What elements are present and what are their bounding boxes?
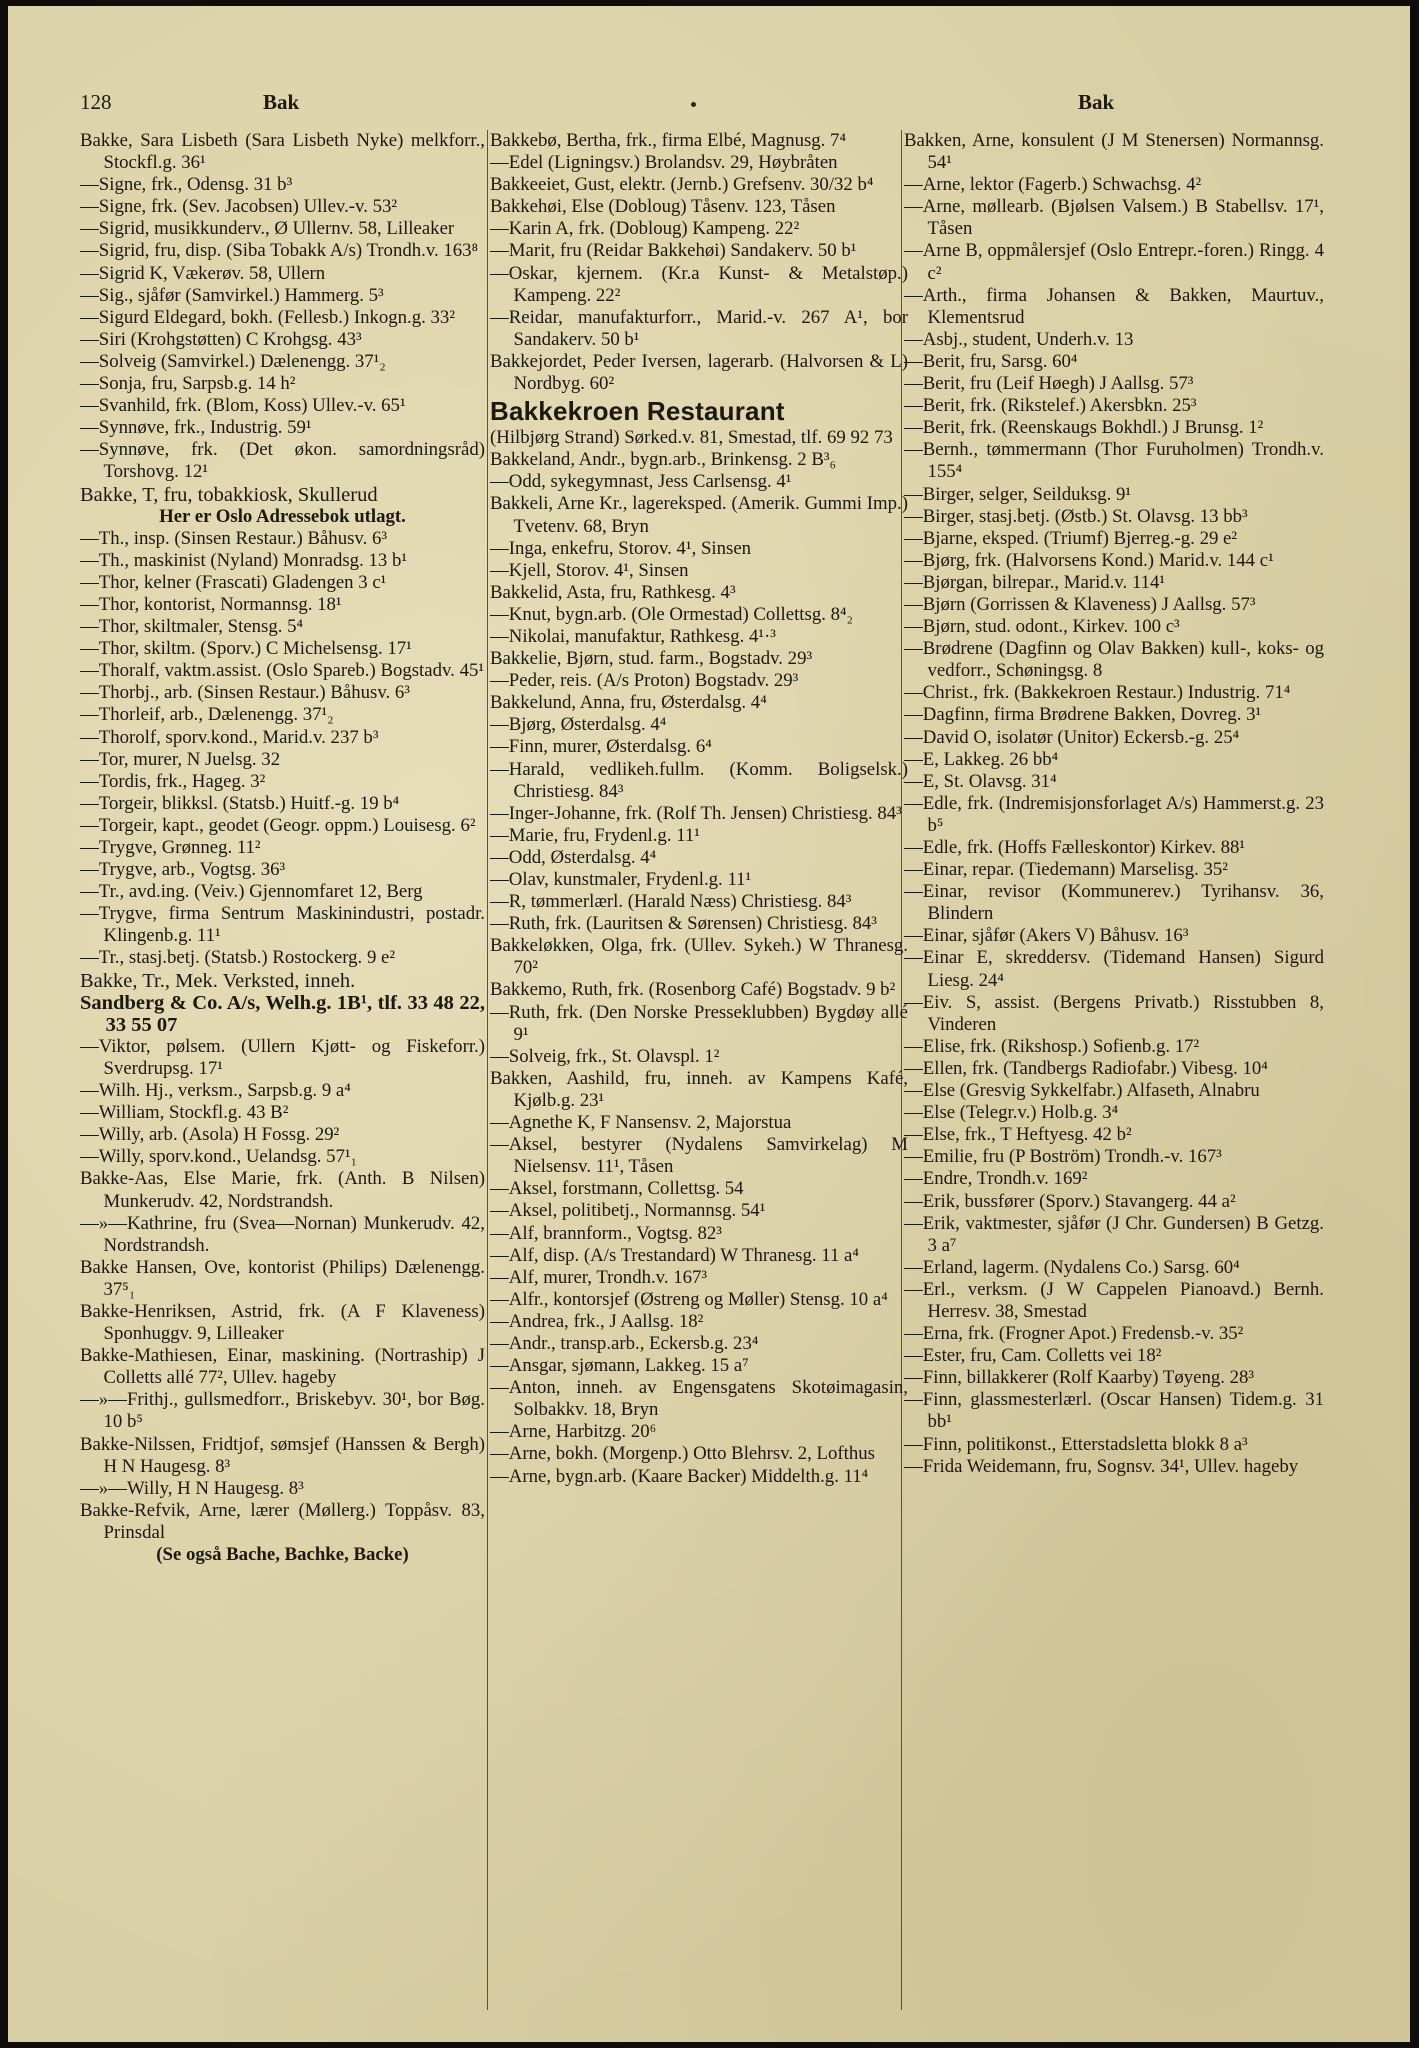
entry: —Alf, disp. (A/s Trestandard) W Thranesg. 11 a⁴	[490, 1244, 859, 1266]
entry: Bakke Hansen, Ove, kontorist (Philips) Dælenengg. 37⁵₁	[80, 1256, 485, 1300]
entry: Bakkeland, Andr., bygn.arb., Brinkensg. 2 B³₆	[490, 449, 837, 471]
entry: —Edel (Ligningsv.) Brolandsv. 29, Høybråten	[490, 152, 838, 174]
entry: —Trygve, arb., Vogtsg. 36³	[80, 859, 286, 881]
entry: —Ellen, frk. (Tandbergs Radiofabr.) Vibesg. 10⁴	[904, 1057, 1268, 1079]
entry: —Alf, brannform., Vogtsg. 82³	[490, 1222, 722, 1244]
entry: —Erland, lagerm. (Nydalens Co.) Sarsg. 60⁴	[904, 1256, 1240, 1278]
entry: —Andr., transp.arb., Eckersb.g. 23⁴	[490, 1332, 759, 1354]
entry: —Edle, frk. (Indremisjonsforlaget A/s) Hammerst.g. 23 b⁵	[904, 792, 1324, 836]
entry: —Agnethe K, F Nansensv. 2, Majorstua	[490, 1112, 792, 1134]
entry: —Ansgar, sjømann, Lakkeg. 15 a⁷	[490, 1355, 749, 1377]
entry: Bakke, Sara Lisbeth (Sara Lisbeth Nyke) melkforr., Stockfl.g. 36¹	[80, 130, 485, 174]
page-number: 128	[80, 90, 112, 114]
entry: —Emilie, fru (P Boström) Trondh.-v. 167³	[904, 1146, 1222, 1168]
entry: —Sig., sjåfør (Samvirkel.) Hammerg. 5³	[80, 284, 384, 306]
entry: —Arne, møllearb. (Bjølsen Valsem.) B Stabellsv. 17¹, Tåsen	[904, 196, 1324, 240]
entry: —Sigrid, musikkunderv., Ø Ullernv. 58, Lilleaker	[80, 218, 455, 240]
entry: —Einar E, skreddersv. (Tidemand Hansen) Sigurd Liesg. 24⁴	[904, 947, 1324, 991]
entry: —Torgeir, kapt., geodet (Geogr. oppm.) Louisesg. 6²	[80, 814, 476, 836]
entry: —Viktor, pølsem. (Ullern Kjøtt- og Fiskeforr.) Sverdrupsg. 17¹	[80, 1035, 485, 1079]
entry: —Inga, enkefru, Storov. 4¹, Sinsen	[490, 537, 752, 559]
entry: —Olav, kunstmaler, Frydenl.g. 11¹	[490, 869, 752, 890]
entry: —Thorleif, arb., Dælenengg. 37¹₂	[80, 704, 334, 726]
entry: —Willy, sporv.kond., Uelandsg. 57¹₁	[80, 1146, 358, 1168]
entry: —Brødrene (Dagfinn og Olav Bakken) kull-, koks- og vedforr., Schøningsg. 8	[904, 638, 1324, 682]
entry: —Aksel, politibetj., Normannsg. 54¹	[490, 1200, 766, 1222]
entry: Bakke-Refvik, Arne, lærer (Møllerg.) Toppåsv. 83, Prinsdal	[80, 1499, 485, 1543]
entry: —Tordis, frk., Hageg. 3²	[80, 770, 266, 792]
entry: —Elise, frk. (Rikshosp.) Sofienb.g. 17²	[904, 1035, 1200, 1057]
entry: —Svanhild, frk. (Blom, Koss) Ullev.-v. 65¹	[80, 395, 406, 417]
entry: —William, Stockfl.g. 43 B²	[80, 1102, 289, 1124]
entry: —Thor, kontorist, Normannsg. 18¹	[80, 593, 342, 615]
entry: Bakkeli, Arne Kr., lagereksped. (Amerik. Gummi Imp.) Tvetenv. 68, Bryn	[490, 493, 908, 537]
entry: —Else (Gresvig Sykkelfabr.) Alfaseth, Alnabru	[904, 1080, 1260, 1102]
entry: —Frida Weidemann, fru, Sognsv. 34¹, Ullev. hageby	[904, 1455, 1299, 1477]
entry: —Odd, sykegymnast, Jess Carlsensg. 4¹	[490, 471, 792, 493]
entry: —David O, isolatør (Unitor) Eckersb.-g. 25⁴	[904, 726, 1240, 748]
entry: —Thor, skiltmaler, Stensg. 5⁴	[80, 616, 304, 638]
entry: —Arne B, oppmålersjef (Oslo Entrepr.-foren.) Ringg. 4 c²	[904, 240, 1324, 284]
entry: —Kjell, Storov. 4¹, Sinsen	[490, 559, 689, 581]
entry: —Bjarne, eksped. (Triumf) Bjerreg.-g. 29 e²	[904, 527, 1238, 549]
directory-page	[8, 6, 1410, 2042]
entry-heading: Bakke, T, fru, tobakkiosk, Skullerud	[80, 483, 378, 506]
entry: —Bjørgan, bilrepar., Marid.v. 114¹	[904, 571, 1166, 593]
entry: —Thor, skiltm. (Sporv.) C Michelsensg. 17¹	[80, 638, 412, 660]
column-left	[80, 130, 485, 1566]
entry: —Sigrid K, Vækerøv. 58, Ullern	[80, 262, 326, 284]
cross-reference: (Se også Bache, Bachke, Backe)	[156, 1544, 409, 1565]
entry: —Ester, fru, Cam. Colletts vei 18²	[904, 1345, 1162, 1367]
entry: —Erik, bussfører (Sporv.) Stavangerg. 44 a²	[904, 1190, 1236, 1212]
entry: —R, tømmerlærl. (Harald Næss) Christiesg. 84³	[490, 891, 852, 913]
entry: —Berit, frk. (Reenskaugs Bokhdl.) J Brunsg. 1²	[904, 417, 1264, 439]
entry: Bakkeeiet, Gust, elektr. (Jernb.) Grefsenv. 30/32 b⁴	[490, 174, 874, 196]
entry: —Edle, frk. (Hoffs Fælleskontor) Kirkev. 88¹	[904, 837, 1246, 858]
entry: —Trygve, firma Sentrum Maskinindustri, postadr. Klingenb.g. 11¹	[80, 903, 485, 947]
entry: —Peder, reis. (A/s Proton) Bogstadv. 29³	[490, 670, 799, 692]
entry: —Asbj., student, Underh.v. 13	[904, 328, 1134, 350]
entry: —Berit, frk. (Rikstelef.) Akersbkn. 25³	[904, 395, 1197, 417]
entry: —Aksel, bestyrer (Nydalens Samvirkelag) M Nielsensv. 11¹, Tåsen	[490, 1134, 908, 1178]
entry: (Hilbjørg Strand) Sørked.v. 81, Smestad, tlf. 69 92 73	[490, 427, 893, 449]
entry: —Birger, selger, Seilduksg. 9¹	[904, 483, 1132, 505]
entry: —Finn, politikonst., Etterstadsletta blokk 8 a³	[904, 1433, 1248, 1455]
entry: —Andrea, frk., J Aallsg. 18²	[490, 1310, 704, 1332]
entry: —Torgeir, blikksl. (Statsb.) Huitf.-g. 19 b⁴	[80, 792, 400, 814]
entry: Bakke-Nilssen, Fridtjof, sømsjef (Hanssen & Bergh) H N Haugesg. 8³	[80, 1433, 485, 1477]
entry: Bakken, Arne, konsulent (J M Stenersen) Normannsg. 54¹	[904, 130, 1324, 174]
entry: —Reidar, manufakturforr., Marid.-v. 267 A¹, bor Sandakerv. 50 b¹	[490, 306, 908, 350]
entry: —Endre, Trondh.v. 169²	[904, 1168, 1088, 1190]
entry: —Finn, billakkerer (Rolf Kaarby) Tøyeng. 28³	[904, 1367, 1255, 1389]
entry: —Einar, revisor (Kommunerev.) Tyrihansv. 36, Blindern	[904, 881, 1324, 925]
company-entry: Sandberg & Co. A/s, Welh.g. 1B¹, tlf. 33 48 22, 33 55 07	[80, 991, 485, 1036]
entry: —Birger, stasj.betj. (Østb.) St. Olavsg. 13 bb³	[904, 505, 1248, 527]
entry: —Christ., frk. (Bakkekroen Restaur.) Industrig. 71⁴	[904, 682, 1291, 704]
right-running-head: Bak	[1078, 90, 1115, 114]
column-middle	[490, 130, 908, 1488]
entry: —Finn, murer, Østerdalsg. 6⁴	[490, 736, 712, 758]
entry: —E, Lakkeg. 26 bb⁴	[904, 748, 1059, 770]
entry: —Einar, sjåfør (Akers V) Båhusv. 16³	[904, 925, 1189, 947]
entry: —Solveig (Samvirkel.) Dælenengg. 37¹₂	[80, 350, 386, 372]
entry: Bakke-Aas, Else Marie, frk. (Anth. B Nilsen) Munkerudv. 42, Nordstrandsh.	[80, 1168, 485, 1212]
entry: —Thorolf, sporv.kond., Marid.v. 237 b³	[80, 726, 379, 748]
entry: Bakkelund, Anna, fru, Østerdalsg. 4⁴	[490, 692, 767, 714]
entry: —Odd, Østerdalsg. 4⁴	[490, 846, 657, 868]
entry: —Tr., stasj.betj. (Statsb.) Rostockerg. 9 e²	[80, 947, 395, 969]
entry: —Thor, kelner (Frascati) Gladengen 3 c¹	[80, 571, 387, 593]
column-right	[904, 130, 1324, 1478]
entry: —Karin A, frk. (Dobloug) Kampeng. 22²	[490, 218, 800, 240]
entry: —Th., insp. (Sinsen Restaur.) Båhusv. 6³	[80, 527, 387, 549]
entry: —Alfr., kontorsjef (Østreng og Møller) Stensg. 10 a⁴	[490, 1288, 888, 1310]
entry: —Knut, bygn.arb. (Ole Ormestad) Collettsg. 8⁴₂	[490, 603, 854, 625]
entry: —Nikolai, manufaktur, Rathkesg. 4¹·³	[490, 625, 776, 647]
entry: —E, St. Olavsg. 31⁴	[904, 770, 1057, 792]
entry: —Arne, bygn.arb. (Kaare Backer) Middelth.g. 11⁴	[490, 1465, 869, 1487]
entry: —Th., maskinist (Nyland) Monradsg. 13 b¹	[80, 549, 407, 571]
entry: —Signe, frk. (Sev. Jacobsen) Ullev.-v. 53²	[80, 196, 398, 218]
entry: —Else, frk., T Heftyesg. 42 b²	[904, 1124, 1132, 1146]
entry: —Signe, frk., Odensg. 31 b³	[80, 174, 293, 196]
entry: —Oskar, kjernem. (Kr.a Kunst- & Metalstøp.) Kampeng. 22²	[490, 262, 908, 306]
entry: —Ruth, frk. (Lauritsen & Sørensen) Christiesg. 84³	[490, 913, 877, 935]
entry: Bakkehøi, Else (Dobloug) Tåsenv. 123, Tåsen	[490, 196, 836, 218]
restaurant-heading: Bakkekroen Restaurant	[490, 396, 785, 427]
entry: —Finn, glassmesterlærl. (Oscar Hansen) Tidem.g. 31 bb¹	[904, 1389, 1324, 1433]
advert-line: Her er Oslo Adressebok utlagt.	[159, 505, 406, 527]
entry: —»—Kathrine, fru (Svea—Nornan) Munkerudv. 42, Nordstrandsh.	[80, 1212, 485, 1256]
entry: Bakke-Henriksen, Astrid, frk. (A F Klaveness) Sponhuggv. 9, Lilleaker	[80, 1300, 485, 1345]
entry: —Alf, murer, Trondh.v. 167³	[490, 1266, 708, 1288]
entry: Bakkejordet, Peder Iversen, lagerarb. (Halvorsen & L) Nordbyg. 60²	[490, 350, 908, 395]
entry: —Marie, fru, Frydenl.g. 11¹	[490, 824, 700, 846]
entry: —Erl., verksm. (J W Cappelen Pianoavd.) Bernh. Herresv. 38, Smestad	[904, 1278, 1324, 1322]
column-divider	[487, 130, 488, 2010]
entry: —Berit, fru, Sarsg. 60⁴	[904, 350, 1078, 372]
entry: —Berit, fru (Leif Høegh) J Aallsg. 57³	[904, 373, 1194, 395]
entry: —Tor, murer, N Juelsg. 32	[80, 748, 281, 770]
entry: Bakke-Mathiesen, Einar, maskining. (Nortraship) J Colletts allé 77², Ullev. hageby	[80, 1345, 485, 1389]
entry: —Eiv. S, assist. (Bergens Privatb.) Risstubben 8, Vinderen	[904, 991, 1324, 1035]
entry: Bakkebø, Bertha, frk., firma Elbé, Magnusg. 7⁴	[490, 130, 847, 151]
entry-heading: Bakke, Tr., Mek. Verksted, inneh.	[80, 969, 356, 992]
entry: —Tr., avd.ing. (Veiv.) Gjennomfaret 12, Berg	[80, 881, 423, 903]
entry: —»—Frithj., gullsmedforr., Briskebyv. 30¹, bor Bøg. 10 b⁵	[80, 1389, 485, 1433]
entry: —Harald, vedlikeh.fullm. (Komm. Boligselsk.) Christiesg. 84³	[490, 758, 908, 802]
entry: —Bjørn (Gorrissen & Klaveness) J Aallsg. 57³	[904, 593, 1256, 615]
entry: —Siri (Krohgstøtten) C Krohgsg. 43³	[80, 328, 362, 350]
entry: —Sigrid, fru, disp. (Siba Tobakk A/s) Trondh.v. 163⁸	[80, 240, 479, 262]
entry: —Wilh. Hj., verksm., Sarpsb.g. 9 a⁴	[80, 1080, 351, 1102]
entry: —Erna, frk. (Frogner Apot.) Fredensb.-v. 35²	[904, 1323, 1244, 1345]
entry: —Dagfinn, firma Brødrene Bakken, Dovreg. 3¹	[904, 704, 1262, 726]
entry: —Synnøve, frk. (Det økon. samordningsråd) Torshovg. 12¹	[80, 439, 485, 483]
entry: Bakken, Aashild, fru, inneh. av Kampens Kafé, Kjølb.g. 23¹	[490, 1067, 908, 1111]
entry: —Arth., firma Johansen & Bakken, Maurtuv., Klementsrud	[904, 284, 1324, 328]
entry: —Thorbj., arb. (Sinsen Restaur.) Båhusv. 6³	[80, 682, 410, 704]
entry: —Einar, repar. (Tiedemann) Marselisg. 35²	[904, 859, 1228, 881]
entry: —Arne, lektor (Fagerb.) Schwachsg. 4²	[904, 174, 1202, 196]
entry: —Trygve, Grønneg. 11²	[80, 837, 261, 858]
entry: —Erik, vaktmester, sjåfør (J Chr. Gundersen) B Getzg. 3 a⁷	[904, 1212, 1324, 1256]
entry: —Sonja, fru, Sarpsb.g. 14 h²	[80, 373, 296, 395]
entry: Bakkemo, Ruth, frk. (Rosenborg Café) Bogstadv. 9 b²	[490, 979, 896, 1001]
entry: —Aksel, forstmann, Collettsg. 54	[490, 1178, 744, 1200]
entry: —Solveig, frk., St. Olavspl. 1²	[490, 1045, 720, 1067]
entry: —Willy, arb. (Asola) H Fossg. 29²	[80, 1124, 340, 1146]
entry: —Arne, bokh. (Morgenp.) Otto Blehrsv. 2, Lofthus	[490, 1443, 875, 1465]
entry: —Thoralf, vaktm.assist. (Oslo Spareb.) Bogstadv. 45¹	[80, 660, 484, 682]
entry: Bakkelid, Asta, fru, Rathkesg. 4³	[490, 581, 736, 603]
entry: —Inger-Johanne, frk. (Rolf Th. Jensen) Christiesg. 84³	[490, 802, 902, 824]
print-mark	[691, 102, 696, 107]
entry: —Anton, inneh. av Engensgatens Skotøimagasin, Solbakkv. 18, Bryn	[490, 1377, 908, 1421]
entry: —Ruth, frk. (Den Norske Presseklubben) Bygdøy allé 9¹	[490, 1001, 908, 1045]
left-running-head: Bak	[263, 90, 300, 114]
entry: —Bjørg, Østerdalsg. 4⁴	[490, 714, 667, 736]
entry: Bakkelie, Bjørn, stud. farm., Bogstadv. 29³	[490, 648, 813, 670]
entry: —Marit, fru (Reidar Bakkehøi) Sandakerv. 50 b¹	[490, 240, 857, 262]
entry: Bakkeløkken, Olga, frk. (Ullev. Sykeh.) W Thranesg. 70²	[490, 935, 908, 979]
entry: —Synnøve, frk., Industrig. 59¹	[80, 417, 312, 439]
entry: —Bjørg, frk. (Halvorsens Kond.) Marid.v. 144 c¹	[904, 549, 1274, 571]
entry: —Arne, Harbitzg. 20⁶	[490, 1421, 657, 1443]
entry: —Else (Telegr.v.) Holb.g. 3⁴	[904, 1102, 1119, 1124]
entry: —»—Willy, H N Haugesg. 8³	[80, 1477, 304, 1499]
entry: —Bjørn, stud. odont., Kirkev. 100 c³	[904, 616, 1180, 638]
entry: —Bernh., tømmermann (Thor Furuholmen) Trondh.v. 155⁴	[904, 439, 1324, 483]
entry: —Sigurd Eldegard, bokh. (Fellesb.) Inkogn.g. 33²	[80, 306, 455, 328]
